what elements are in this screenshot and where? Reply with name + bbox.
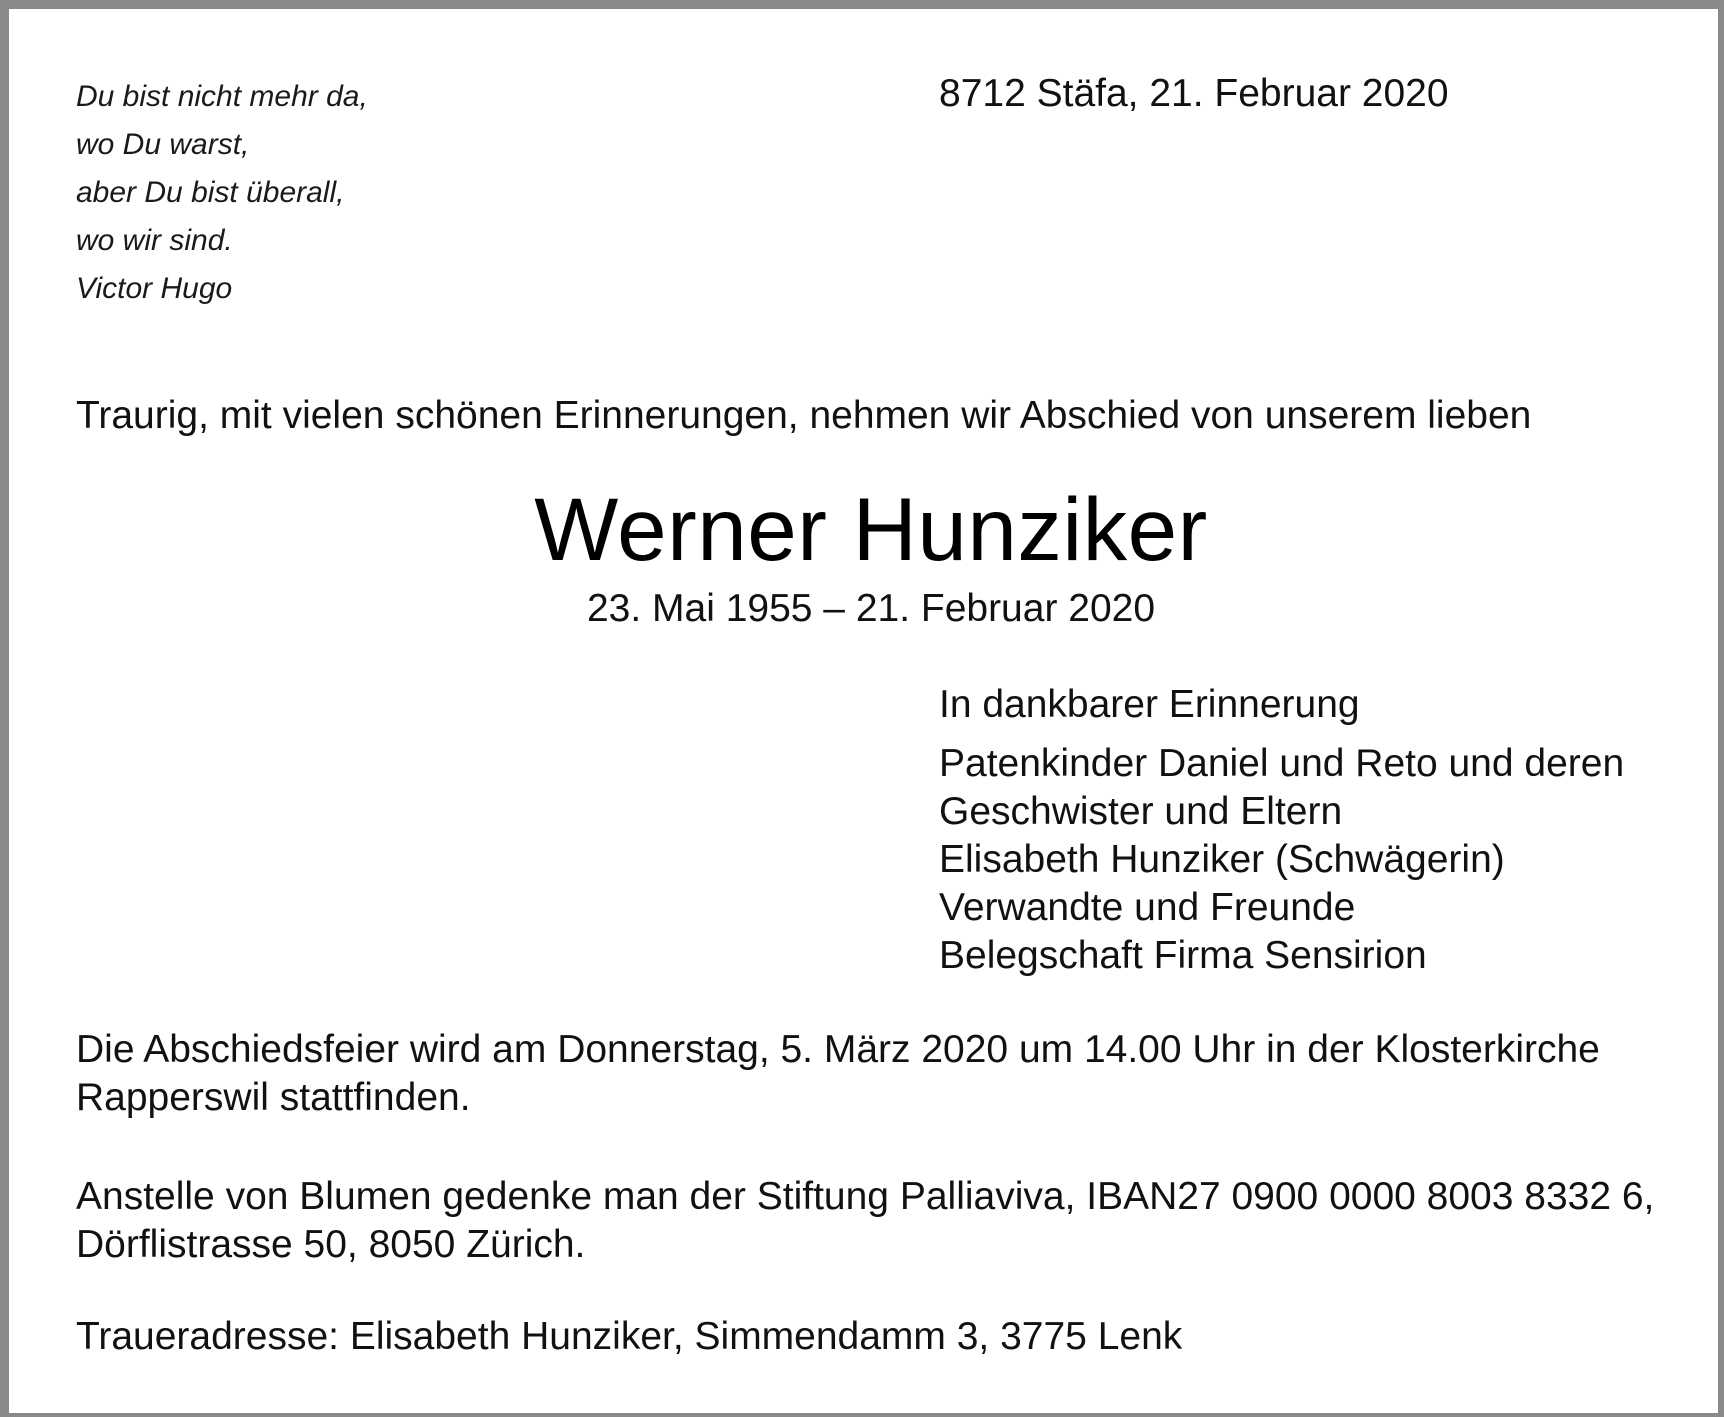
donation-info: [76, 1173, 1654, 1269]
deceased-lifespan: 23. Mai 1955 – 21. Februar 2020: [586, 587, 1156, 630]
mourners-list: [939, 740, 1624, 980]
mourning-address: Traueradresse: Elisabeth Hunziker, Simmendamm 3, 3775 Lenk: [76, 1315, 1183, 1358]
quote-author: Victor Hugo: [76, 272, 233, 305]
epigraph-quote: [76, 73, 368, 313]
donation-line: Dörflistrasse 50, 8050 Zürich.: [76, 1223, 586, 1266]
ceremony-line: Rapperswil stattfinden.: [76, 1076, 471, 1119]
mourner-line: Elisabeth Hunziker (Schwägerin): [939, 838, 1505, 881]
mourner-line: Patenkinder Daniel und Reto und deren: [939, 742, 1625, 785]
quote-line: Du bist nicht mehr da,: [76, 80, 368, 113]
mourner-line: Verwandte und Freunde: [939, 886, 1356, 929]
intro-text: Traurig, mit vielen schönen Erinnerungen, nehmen wir Abschied von unserem lieben: [76, 394, 1532, 437]
mourners-heading: In dankbarer Erinnerung: [939, 683, 1360, 726]
quote-line: wo Du warst,: [76, 128, 250, 161]
mourner-line: Geschwister und Eltern: [939, 790, 1343, 833]
ceremony-info: [76, 1026, 1676, 1122]
deceased-name: Werner Hunziker: [534, 479, 1208, 579]
mourner-line: Belegschaft Firma Sensirion: [939, 934, 1427, 977]
quote-line: wo wir sind.: [76, 224, 233, 257]
place-and-date: 8712 Stäfa, 21. Februar 2020: [939, 72, 1449, 115]
ceremony-line: Die Abschiedsfeier wird am Donnerstag, 5. März 2020 um 14.00 Uhr in der Klosterkirche: [76, 1028, 1600, 1071]
quote-line: aber Du bist überall,: [76, 176, 345, 209]
donation-line: Anstelle von Blumen gedenke man der Stiftung Palliaviva, IBAN27 0900 0000 8003 8332 6,: [76, 1175, 1655, 1218]
